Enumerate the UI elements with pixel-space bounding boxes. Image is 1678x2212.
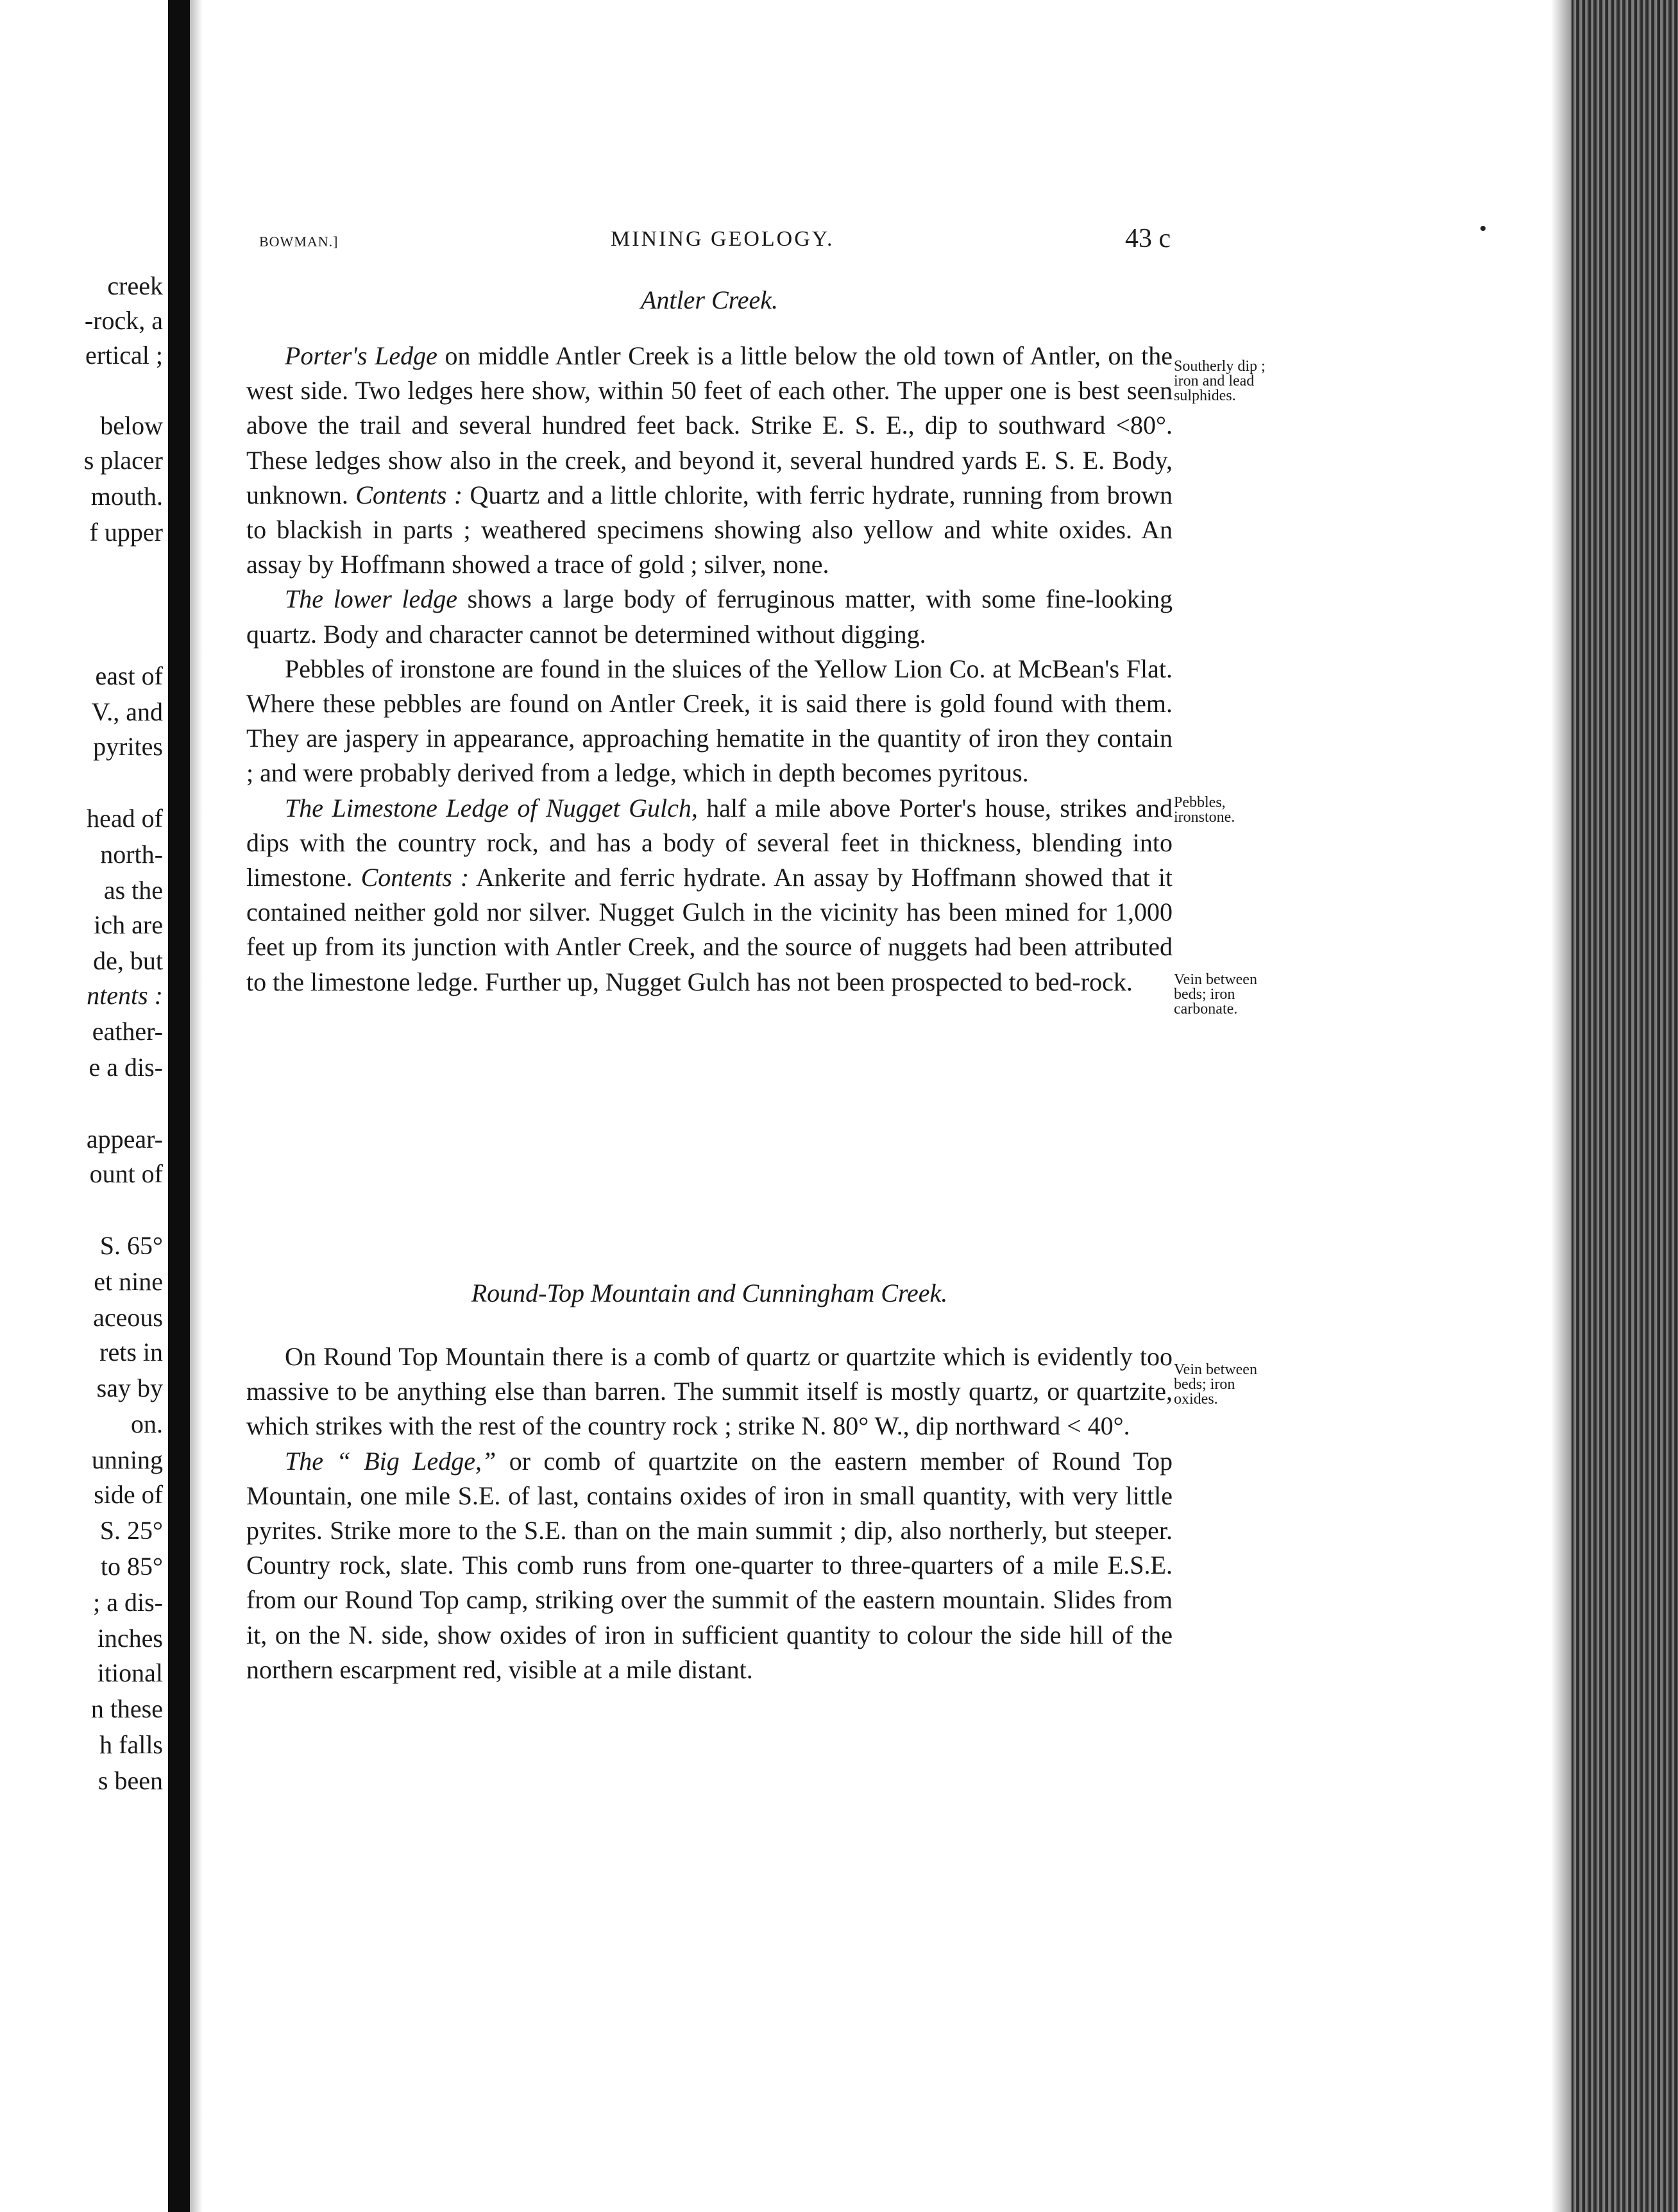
paragraph-text: On Round Top Mountain there is a comb of quartz or quartzite which is evidently too massive to be anything else than barren. The summit itself is mostly quartz, or quartzite, which strikes with the rest of the country rock ; strike N. 80° W., dip northward < 40°. [246,1342,1173,1441]
paragraph-text: Quartz and a little chlorite, with ferric hydrate, running from brown to blackish in parts ; weathered specimens showing also yellow and white oxides. An assay by Hoffmann showed a trace of gold ; silver, none. [246,480,1173,579]
sidenote-line: ironstone. [1174,809,1235,826]
sidenote-line: beds; iron [1174,1376,1235,1393]
sidenote-line: Pebbles, [1174,794,1226,811]
left-page-fragment: east of [95,661,163,690]
paragraph-text: half a mile above Porter's house, strikes and dips with the country rock, and has a body of several feet in thickness, blending into limestone. [246,793,1173,892]
sidenote-line: sulphides. [1174,387,1236,404]
left-page-fragment: S. 25° [99,1516,163,1545]
left-page-fragment: say by [96,1374,163,1402]
left-page-fragment: side of [94,1480,163,1509]
left-page-fragment: e a dis- [89,1053,163,1082]
running-head-title: MINING GEOLOGY. [611,227,835,251]
sidenote [1174,1363,1302,1407]
left-page-fragment: inches [97,1624,163,1653]
left-page-fragment: ntents : [87,981,163,1010]
sidenote [1174,973,1302,1017]
left-page-fragment: h falls [99,1730,163,1759]
left-page-fragment: -rock, a [84,306,163,335]
page-edge-shadow [1551,0,1572,2212]
paragraph-porters-ledge [246,339,1173,582]
paragraph-label: Contents : [355,480,463,509]
sidenote [1174,795,1302,825]
paragraph-pebbles-ironstone [246,652,1173,791]
running-header [0,226,1678,264]
left-page-fragment: appear- [86,1125,163,1153]
paragraph-lead: Porter's Ledge [285,341,437,370]
paragraph-text: shows a large body of ferruginous matter, with some fine-looking quartz. Body and character cannot be determined without digging. [246,584,1173,649]
section-heading: Antler Creek. [640,285,778,314]
page-number: 43 c [1125,224,1171,253]
paragraph-text: or comb of quartzite on the eastern member of Round Top Mountain, one mile S.E. of last, contains oxides of iron in small quantity, with very little pyrites. Strike more to the S.E. than on the main summit ; dip, also northerly, but steeper. Country rock, slate. This comb runs from one-quarter to three-quarters of a mile E.S.E. from our Round Top camp, striking over the summit of the eastern mountain. Slides from it, on the N. side, show oxides of iron in sufficient quantity to colour the side hill of the northern escarpment red, visible at a mile distant. [246,1446,1173,1684]
paragraph-lead: The lower ledge [285,584,458,614]
left-page-fragment: ount of [89,1159,163,1188]
left-page-fragment: ; a dis- [93,1588,163,1617]
left-page-fragment: s placer [83,446,163,475]
left-page-fragment: creek [107,271,163,300]
left-page-fragment: mouth. [90,482,163,511]
left-facing-page [0,0,168,2212]
paragraph-big-ledge [246,1444,1173,1687]
left-page-fragment: on. [131,1409,163,1438]
book-page-edges [1572,0,1678,2212]
paragraph-text: on middle Antler Creek is a little below the old town of Antler, on the west side. Two ledges here show, within 50 feet of each other. The upper one is best seen above the trail and several hundred feet back. Strike E. S. E., dip to southward <80°. These ledges show also in the creek, and beyond it, several hundred yards E. S. E. Body, unknown. [246,341,1173,509]
paragraph-limestone-ledge [246,791,1173,1000]
section-body-round-top [246,1340,1173,1687]
left-page-fragment: rets in [99,1338,163,1366]
sidenote-line: carbonate. [1174,1001,1238,1017]
left-page-fragment: itional [97,1658,163,1687]
left-page-fragment: to 85° [100,1552,163,1581]
left-page-fragment: aceous [93,1303,163,1332]
left-page-fragment: f upper [89,518,163,547]
paragraph-text: Pebbles of ironstone are found in the sluices of the Yellow Lion Co. at McBean's Flat. Where these pebbles are found on Antler Creek, it is said there is gold found with them. They are jaspery in appearance, approaching hematite in the quantity of iron they contain ; and were probably derived from a ledge, which in depth becomes pyritous. [246,654,1173,788]
left-page-fragment: S. 65° [99,1231,163,1260]
left-page-fragment: de, but [93,946,163,975]
left-page-fragment: V., and [91,697,163,726]
left-page-fragment: ertical ; [85,341,163,370]
sidenote [1174,359,1302,404]
left-page-fragment: head of [87,804,163,833]
gutter-shadow [190,0,203,2212]
sidenote-line: iron and lead [1174,373,1255,389]
left-page-fragment: north- [100,840,163,869]
section-body-antler-creek [246,339,1173,1000]
sidenote-line: Southerly dip ; [1174,358,1266,375]
left-page-fragment: et nine [94,1267,163,1296]
section-heading: Round-Top Mountain and Cunningham Creek. [471,1279,948,1307]
left-page-fragment: s been [97,1766,163,1795]
paragraph-lower-ledge [246,582,1173,651]
left-page-fragment: n these [90,1694,163,1723]
book-gutter [168,0,190,2212]
sidenote-line: Vein between [1174,971,1257,988]
sidenote-line: Vein between [1174,1361,1257,1378]
left-page-fragment: eather- [92,1017,163,1046]
sidenote-line: oxides. [1174,1391,1218,1408]
left-page-fragment: pyrites [93,732,163,761]
paragraph-label: Contents : [360,863,470,892]
left-page-fragment: as the [103,876,163,905]
paragraph-lead: The “ Big Ledge,” [285,1446,496,1476]
paragraph-round-top-comb [246,1340,1173,1444]
left-page-fragment: below [100,411,163,440]
left-page-fragment: unning [91,1445,163,1474]
sidenote-line: beds; iron [1174,986,1235,1003]
paragraph-text: Ankerite and ferric hydrate. An assay by Hoffmann showed that it contained neither gold nor silver. Nugget Gulch in the vicinity has been mined for 1,000 feet up from its junction with Antler Creek, and the source of nuggets had been attributed to the limestone ledge. Further up, Nugget Gulch has not been prospected to bed-rock. [246,863,1173,996]
left-page-fragment: ich are [94,910,163,939]
running-head-author: BOWMAN.] [259,234,339,250]
paragraph-lead: The Limestone Ledge of Nugget Gulch, [285,793,698,822]
